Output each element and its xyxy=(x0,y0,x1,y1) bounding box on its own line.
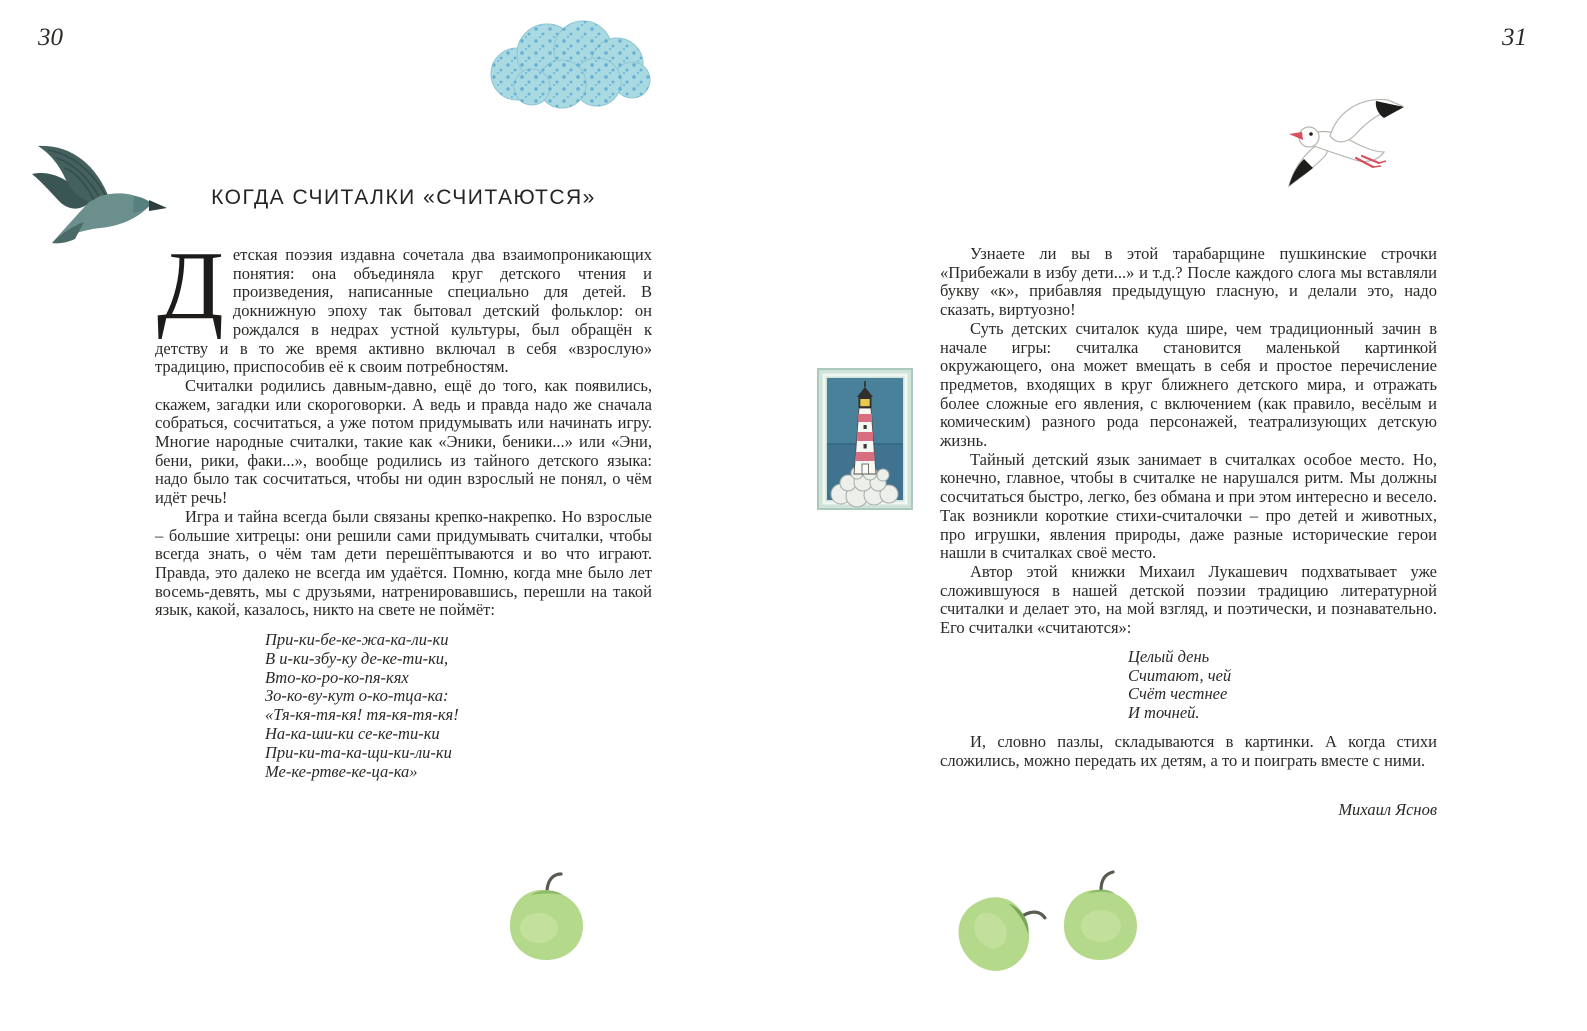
page-number-right: 31 xyxy=(1502,24,1527,51)
green-apple-illustration xyxy=(1057,868,1143,968)
paragraph-text: етская поэзия издавна сочетала два взаимопроникающих понятия: она объединяла круг детского чтения и произведения, написанные специально для детей. В докнижную эпоху так бытовал детский фольклор: он рождался в недрах устной культуры, был обращён к детству и в то же время активно включал в себя «взрослую» традицию, приспособив её к своим потребностям. xyxy=(155,245,652,377)
page-number-left: 30 xyxy=(38,24,63,51)
poem-line: «Тя-кя-тя-кя! тя-кя-тя-кя! xyxy=(265,705,459,725)
poem-line: Считают, чей xyxy=(1128,665,1232,685)
paragraph: Игра и тайна всегда были связаны крепко-накрепко. Но взрослые – большие хитрецы: они решили сами придумывать считалки, чтобы всегда знать, о чём там дети перешёптываются и во что играют. Правда, это далеко не всегда им удаётся. Помню, когда мне было лет восемь-девять, мы с друзьями, натренировавшись, перешли на такой язык, какой, казалось, никто на свете не поймёт: xyxy=(155,506,652,620)
poem-line: Зо-ко-ву-кут о-ко-тца-ка: xyxy=(265,686,449,706)
poem-line: Счёт честнее xyxy=(1128,684,1228,704)
teal-bird-illustration xyxy=(30,140,170,260)
poem-line: При-ки-та-ка-щи-ки-ли-ки xyxy=(265,742,452,762)
poem-line: В и-ки-збу-ку де-ке-ти-ки, xyxy=(265,648,449,668)
chapter-title: КОГДА СЧИТАЛКИ «СЧИТАЮТСЯ» xyxy=(211,186,596,209)
paragraph xyxy=(155,232,652,377)
poem-line: Вто-ко-ро-ко-пя-кях xyxy=(265,667,409,687)
paragraph: Считалки родились давным-давно, ещё до того, как появились, скажем, загадки или скороговорки. А ведь и правда надо же сначала собраться, сосчитаться, а уже потом придумывать или начинать игру. Многие народные считалки, такие как «Эники, беники...» или «Эни, бени, рики, факи...», вообще родились из тайного детского языка: надо было так сосчитаться, чтобы ни один взрослый не понял, о чём идёт речь! xyxy=(155,375,652,508)
poem-line: Целый день xyxy=(1128,646,1210,666)
speckled-cloud-illustration xyxy=(477,14,659,114)
counting-rhyme-poem xyxy=(265,631,652,781)
poem-line: На-ка-ши-ки се-ке-ти-ки xyxy=(265,724,440,744)
paragraph: Суть детских считалок куда шире, чем традиционный зачин в начале игры: считалка становится маленькой картинкой окружающего, она может вмещать в себя и простое перечисление предметов, входящих в круг ближнего детского мира, и отражать более сложные его явления, с включением (как правило, весёлым и комическим) разного рода персонажей, театрализующих детскую жизнь. xyxy=(940,318,1437,451)
paragraph: Автор этой книжки Михаил Лукашевич подхватывает уже сложившуюся в нашей детской поэзии традицию литературной считалки и делает это, на мой взгляд, и поэтически, и познавательно. Его считалки «считаются»: xyxy=(940,561,1437,638)
green-apple-illustration xyxy=(503,868,589,968)
tilted-green-apple-illustration xyxy=(935,866,1066,993)
lighthouse-picture-illustration xyxy=(817,368,913,515)
paragraph: Тайный детский язык занимает в считалках особое место. Но, конечно, главное, чтобы в считалке не нарушался ритм. Мы должны сосчитаться быстро, легко, без обмана и при этом интересно и весело. Так возникли короткие стихи-считалочки – про детей и животных, про игрушки, явления природы, даже разные исторические герои нашли в считалках своё место. xyxy=(940,449,1437,563)
poem-line: И точней. xyxy=(1128,703,1200,723)
right-page-text-column xyxy=(940,245,1437,820)
author-signature: Михаил Яснов xyxy=(1338,800,1437,820)
seagull-illustration xyxy=(1280,92,1425,205)
paragraph: Узнаете ли вы в этой тарабарщине пушкинские строчки «Прибежали в избу дети...» и т.д.? После каждого слога мы вставляли букву «к», прибавляя предыдущую гласную, и делали это, надо сказать, виртуозно! xyxy=(940,244,1437,320)
drop-cap: Д xyxy=(157,232,224,340)
poem-line: Ме-ке-ртве-ке-ца-ка» xyxy=(265,761,418,781)
left-page-text-column xyxy=(155,186,652,791)
paragraph: И, словно пазлы, складываются в картинки. А когда стихи сложились, можно передать их детям, а то и поиграть вместе с ними. xyxy=(940,731,1437,770)
poem-line: При-ки-бе-ке-жа-ка-ли-ки xyxy=(265,630,449,650)
counting-rhyme-poem xyxy=(1128,648,1437,723)
